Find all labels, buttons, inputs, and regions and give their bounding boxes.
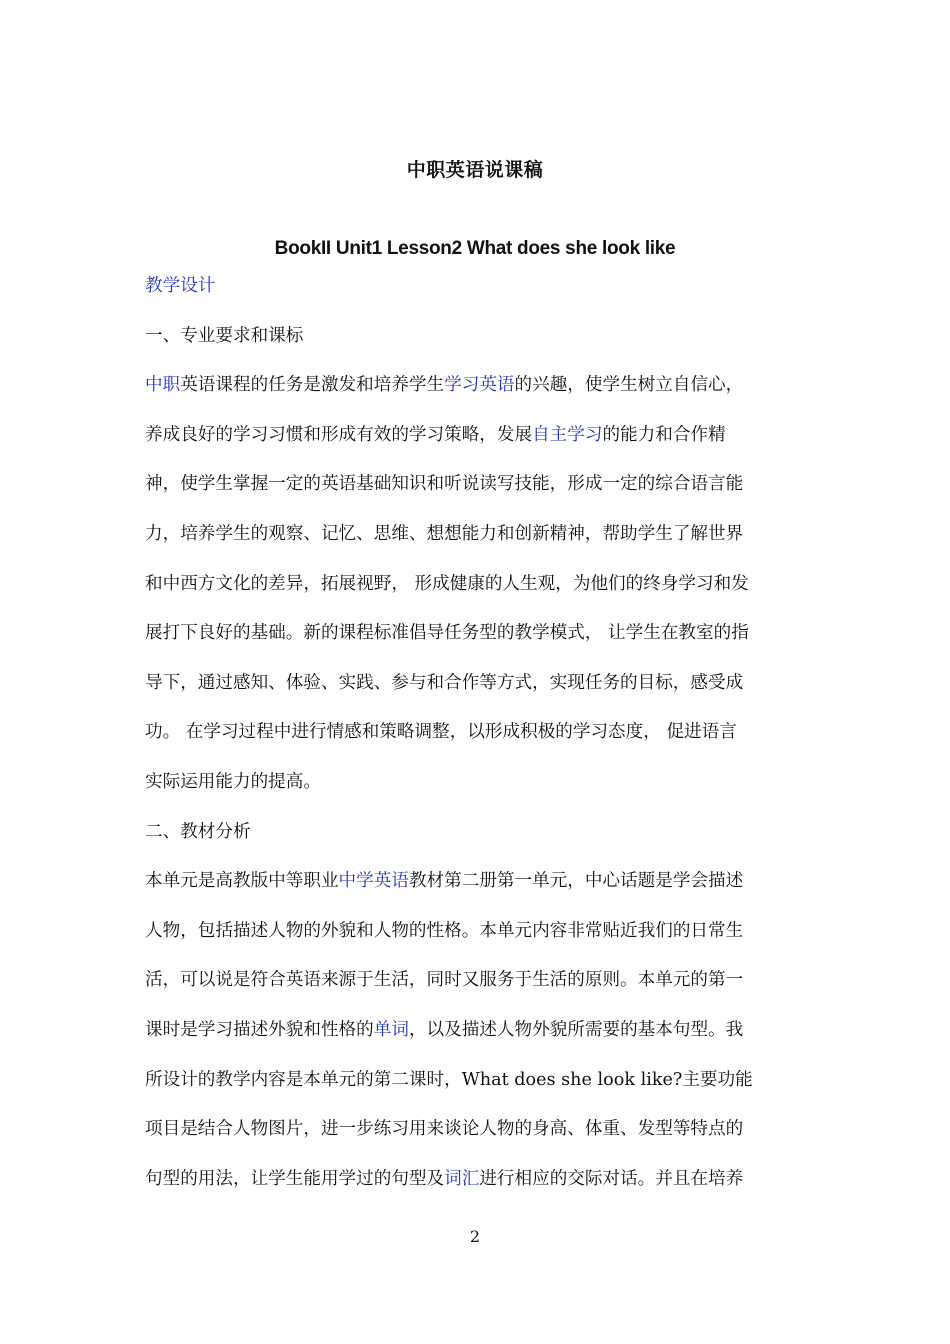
body-text: 功。 在学习过程中进行情感和策略调整，以形成积极的学习态度， 促进语言 [145, 722, 737, 743]
keyword-link[interactable]: 教学设计 [145, 276, 216, 296]
keyword-link[interactable]: 学习英语 [444, 375, 515, 396]
text-line [145, 470, 810, 520]
body-text: 养成良好的学习习惯和形成有效的学习策略，发展 [145, 424, 533, 445]
body-text: 实际运用能力的提高。 [145, 771, 321, 792]
body-text: 活，可以说是符合英语来源于生活，同时又服务于生活的原则。本单元的第一 [145, 970, 744, 991]
body-text: 的兴趣，使学生树立自信心， [514, 375, 744, 396]
body-text: 人物，包括描述人物的外貌和人物的性格。本单元内容非常贴近我们的日常生 [145, 920, 744, 941]
text-line [145, 520, 810, 570]
body-text: 和中西方文化的差异，拓展视野， 形成健康的人生观，为他们的终身学习和发 [145, 573, 749, 594]
text-line [145, 1066, 810, 1116]
text-line [145, 322, 810, 372]
keyword-link[interactable]: 中学英语 [338, 871, 409, 892]
body-text: 句型的用法，让学生能用学过的句型及 [145, 1168, 445, 1189]
keyword-link[interactable]: 中职 [145, 375, 181, 396]
body-text: 一、专业要求和课标 [145, 325, 304, 346]
body-text: 导下，通过感知、体验、实践、参与和合作等方式，实现任务的目标，感受成 [145, 672, 744, 693]
body-text: 二、教材分析 [145, 821, 251, 842]
body-text: 课时是学习描述外貌和性格的 [145, 1019, 374, 1040]
text-line [145, 421, 810, 471]
page-number: 2 [469, 1227, 481, 1246]
document-title: 中职英语说课稿 [406, 159, 544, 181]
text-line [145, 1165, 810, 1215]
body-text: 项目是结合人物图片，进一步练习用来谈论人物的身高、体重、发型等特点的 [145, 1119, 744, 1140]
text-line [145, 1115, 810, 1165]
body-text: 力，培养学生的观察、记忆、思维、想想能力和创新精神，帮助学生了解世界 [145, 523, 744, 544]
lesson-title: BookII Unit1 Lesson2 What does she look like [274, 238, 676, 259]
body-text: 教材第二册第一单元，中心话题是学会描述 [408, 871, 744, 892]
body-text: 所设计的教学内容是本单元的第二课时，What does she look like?主要功能 [145, 1069, 753, 1090]
keyword-link[interactable]: 单词 [373, 1019, 409, 1040]
body-text: 本单元是高教版中等职业 [145, 871, 339, 892]
text-line [145, 1016, 810, 1066]
text-line [145, 966, 810, 1016]
body-text: ，以及描述人物外貌所需要的基本句型。我 [408, 1019, 744, 1040]
keyword-link[interactable]: 词汇 [444, 1168, 480, 1189]
text-line [145, 867, 810, 917]
text-line [145, 272, 810, 322]
document-body [145, 272, 810, 1214]
keyword-link[interactable]: 自主学习 [532, 424, 603, 445]
text-line [145, 669, 810, 719]
body-text: 的能力和合作精 [602, 424, 726, 445]
text-line [145, 371, 810, 421]
body-text: 英语课程的任务是激发和培养学生 [180, 375, 445, 396]
text-line [145, 718, 810, 768]
text-line [145, 917, 810, 967]
text-line [145, 619, 810, 669]
body-text: 展打下良好的基础。新的课程标准倡导任务型的教学模式， 让学生在教室的指 [145, 623, 749, 644]
text-line [145, 818, 810, 868]
body-text: 进行相应的交际对话。并且在培养 [479, 1168, 744, 1189]
text-line [145, 768, 810, 818]
body-text: 神，使学生掌握一定的英语基础知识和听说读写技能，形成一定的综合语言能 [145, 474, 744, 495]
text-line [145, 570, 810, 620]
